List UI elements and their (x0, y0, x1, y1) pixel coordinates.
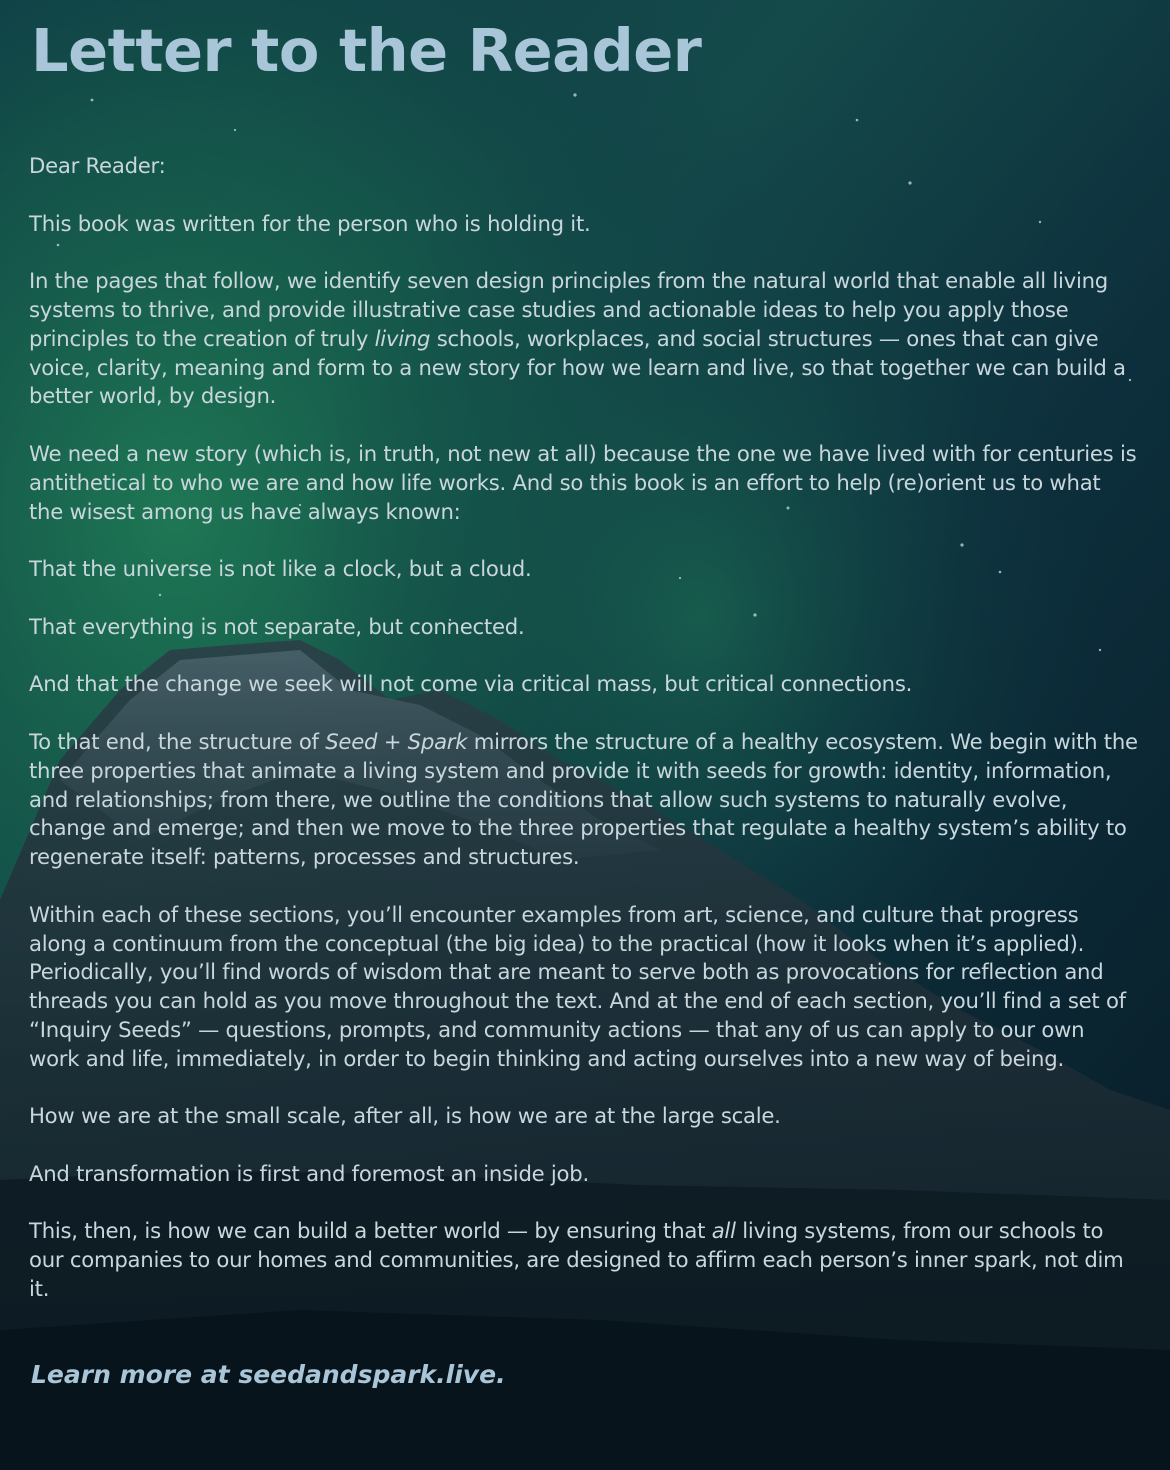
paragraph: And transformation is first and foremost an inside job. (29, 1160, 589, 1186)
paragraph-text: schools, workplaces, and social structures — ones that can give voice, clarity, meaning and form to a new story for how we learn and live, so that together we can build a better world, by design. (29, 325, 1126, 409)
paragraph (29, 728, 1139, 872)
page-title: Letter to the Reader (31, 16, 702, 85)
paragraph: That everything is not separate, but connected. (29, 613, 525, 639)
salutation: Dear Reader: (29, 153, 166, 178)
paragraph: That the universe is not like a clock, but a cloud. (29, 556, 532, 582)
paragraph: We need a new story (which is, in truth, not new at all) because the one we have lived with for centuries is antithetical to who we are and how life works. And so this book is an effort to help (re)orient us to what the wisest among us have always known: (29, 440, 1137, 524)
learn-more-link[interactable]: Learn more at seedandspark.live. (31, 1360, 506, 1389)
paragraph (29, 267, 1139, 411)
paragraph-text: In the pages that follow, we identify seven design principles from the natural world that enable all living systems to thrive, and provide illustrative case studies and actionable ideas to help you apply those principles to the creation of truly (29, 268, 1108, 351)
emphasis-text: living (374, 325, 431, 351)
emphasis-text: all (711, 1218, 736, 1244)
paragraph-text: living systems, from our schools to our companies to our homes and communities, are designed to affirm each person’s inner spark, not dim it. (29, 1218, 1124, 1302)
paragraph-text: To that end, the structure of (29, 728, 326, 754)
book-title-emphasis: Seed + Spark (325, 728, 468, 754)
paragraph: How we are at the small scale, after all, is how we are at the large scale. (29, 1103, 781, 1129)
paragraph: This book was written for the person who is holding it. (29, 210, 591, 236)
paragraph-text: This, then, is how we can build a better world — by ensuring that (29, 1218, 712, 1244)
paragraph: Within each of these sections, you’ll encounter examples from art, science, and culture that progress along a continuum from the conceptual (the big idea) to the practical (how it looks when it’s applied). Periodically, you’ll find words of wisdom that are meant to serve both as provocations for reflection and threads you can hold as you move throughout the text. And at the end of each section, you’ll find a set of “Inquiry Seeds” — questions, prompts, and community actions — that any of us can apply to our own work and life, immediately, in order to begin thinking and acting ourselves into a new way of being. (29, 901, 1126, 1071)
paragraph: And that the change we seek will not come via critical mass, but critical connections. (29, 671, 913, 697)
paragraph (29, 1217, 1139, 1303)
paragraph-text: mirrors the structure of a healthy ecosystem. We begin with the three properties that animate a living system and provide it with seeds for growth: identity, information, and relationships; from there, we outline the conditions that allow such systems to naturally evolve, change and emerge; and then we move to the three properties that regulate a healthy system’s ability to regenerate itself: patterns, processes and structures. (29, 728, 1138, 870)
letter-body (29, 152, 1139, 1333)
